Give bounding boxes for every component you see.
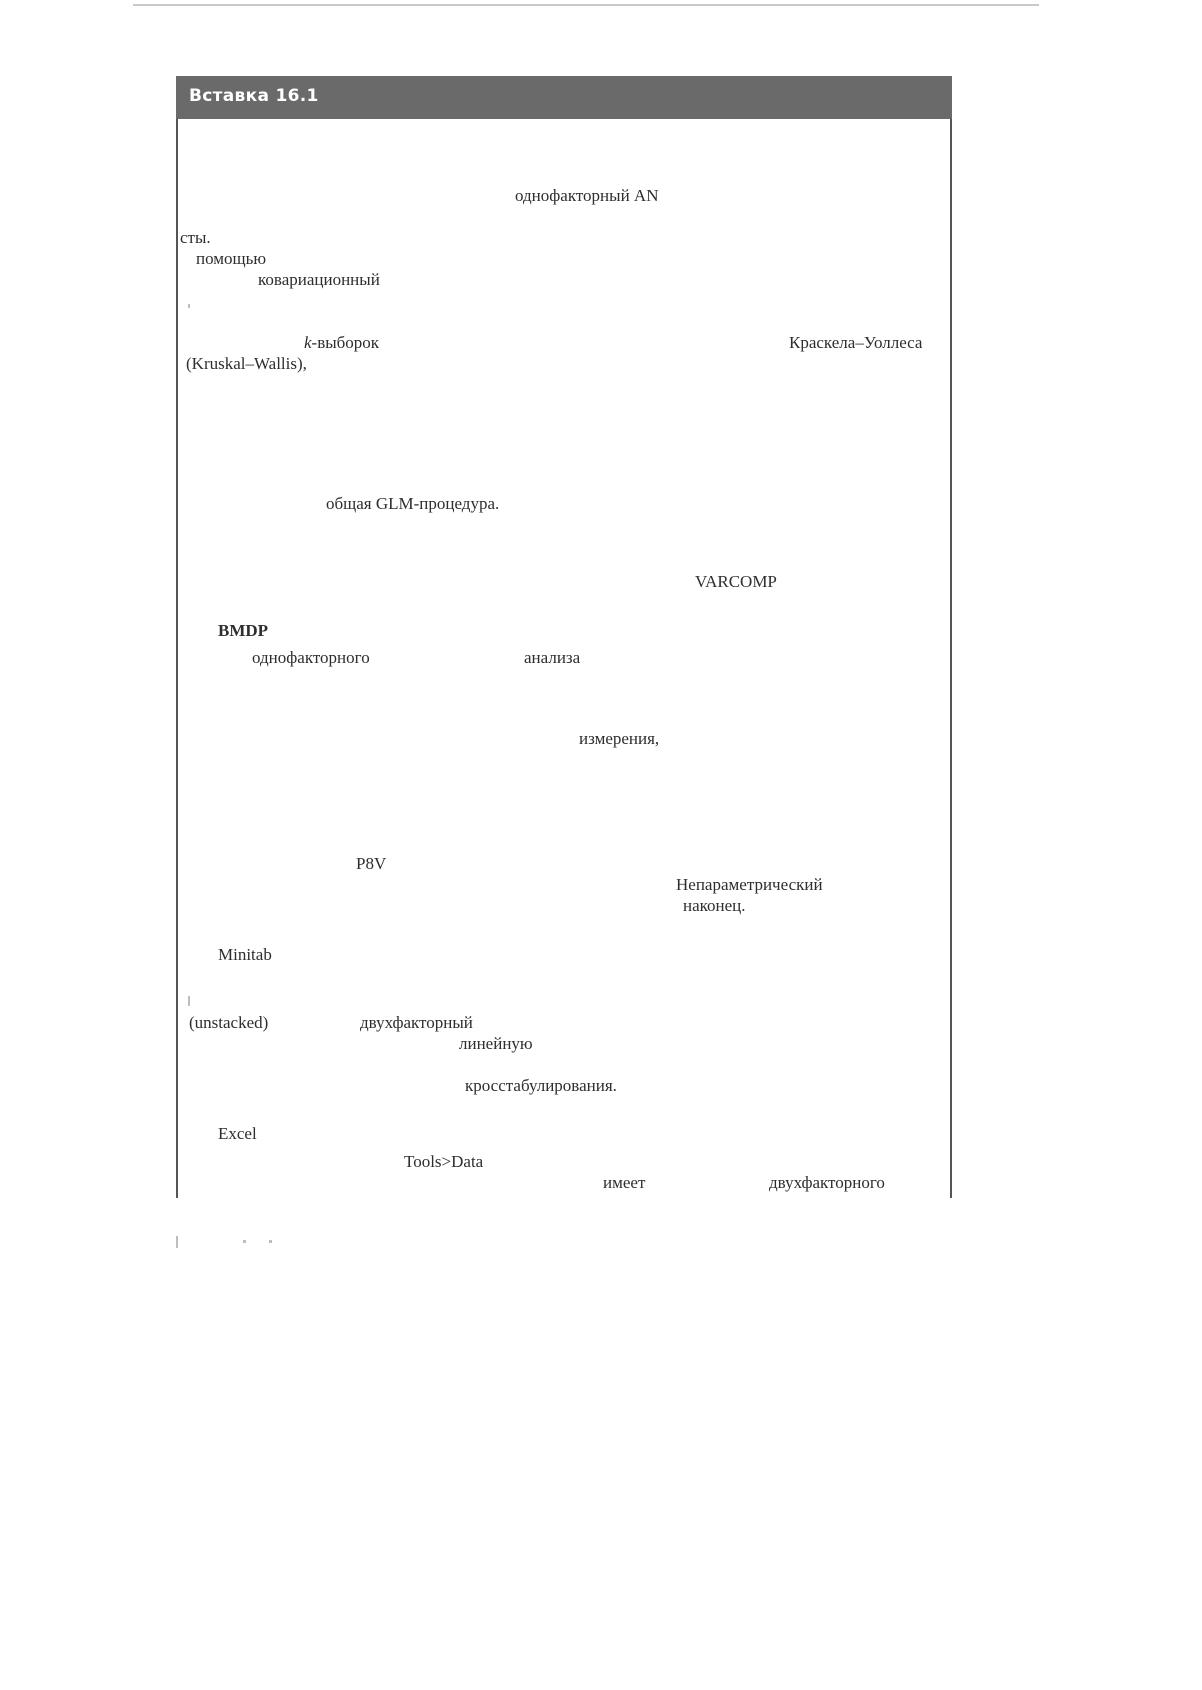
text-fragment	[304, 333, 379, 353]
text-fragment: линейную	[459, 1034, 533, 1053]
scan-speck	[188, 996, 190, 1006]
text-fragment: имеет	[603, 1173, 646, 1192]
box-title: Вставка 16.1	[189, 86, 319, 106]
text-fragment: Непараметрический	[676, 875, 823, 894]
text-fragment: двухфакторный	[360, 1013, 473, 1032]
text-fragment: P8V	[356, 854, 387, 873]
text-fragment: (Kruskal–Wallis),	[186, 354, 307, 373]
text-fragment: наконец.	[683, 896, 746, 915]
text-fragment: BMDP	[218, 621, 269, 640]
text-fragment: Tools>Data	[404, 1152, 484, 1171]
text-fragment: ковариационный	[258, 270, 380, 289]
scan-speck	[176, 1236, 178, 1248]
text-fragment: анализа	[524, 648, 581, 667]
text-fragment: сты.	[180, 228, 211, 247]
scan-speck	[188, 304, 190, 308]
scan-speck	[243, 1240, 246, 1243]
scan-speck	[269, 1240, 272, 1243]
text-fragment: VARCOMP	[695, 572, 777, 591]
box-header	[176, 76, 952, 119]
text-fragment: (unstacked)	[189, 1013, 269, 1032]
text-fragment: Excel	[218, 1124, 257, 1143]
italic-k: k	[304, 333, 312, 352]
text-fragment: измерения,	[579, 729, 660, 748]
sidebar-box	[176, 76, 952, 1198]
text-fragment: помощью	[196, 249, 267, 268]
text-fragment: Minitab	[218, 945, 272, 964]
text-fragment: Краскела–Уоллеса	[789, 333, 923, 352]
text-fragment: двухфакторного	[769, 1173, 885, 1192]
text-fragment: кросстабулирования.	[465, 1076, 617, 1095]
top-rule	[133, 4, 1039, 6]
text-fragment: общая GLM-процедура.	[326, 494, 500, 513]
text-fragment: однофакторного	[252, 648, 370, 667]
text-fragment-suffix: -выборок	[311, 333, 380, 352]
text-fragment: однофакторный AN	[515, 186, 659, 205]
